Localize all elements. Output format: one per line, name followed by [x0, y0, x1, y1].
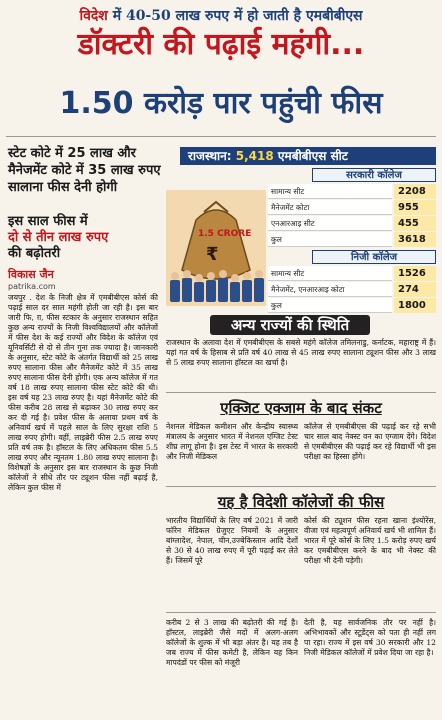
table-row: एनआरआइ सीट 455: [268, 216, 436, 232]
table-title: राजस्थान: 5,418 एमबीबीएस सीट: [180, 147, 436, 165]
section-title-exit-exam: एक्जिट एक्जाम के बाद संकट: [220, 399, 382, 417]
kicker-highlight: विदेश: [79, 8, 108, 24]
divider: [166, 486, 436, 487]
byline: विकास जैन: [8, 268, 54, 281]
divider: [6, 136, 436, 137]
source-site: patrika.com: [8, 282, 56, 291]
table-row: कुल 3618: [268, 232, 436, 248]
section-title-foreign-fees: यह है विदेशी कॉलेजों की फीस: [217, 493, 385, 511]
table-row: मैनेजमेंट कोटा 955: [268, 200, 436, 216]
kicker-text: में 40-50 लाख रुपए में हो जाती है एमबीबीएस: [107, 8, 363, 24]
money-bag-illustration: [166, 190, 266, 306]
left-article-body: जयपुर . देश के निजी क्षेत्र में एमबीबीएस कोर्स की पढ़ाई साल दर साल महंगी होती जा रही है। इस बार जारी फि, ग़, फीस स्टकार के अनुसार राजस्थान सहित कुछ अन्य राज्यों के निजी विश्वविद्यालयों और कॉलेजों में फीस देश के कई राज्यों और विदेश के कॉलेज एवं यूनिवर्सिटी से दो से तीन गुना तक ज्यादा है। जानकारी के अनुसार, स्टेट कोटे के अंतर्गत विद्यार्थी को 25 लाख रुपए सालाना फीस और मैनेजमेंट कोटे में 35 लाख रुपए सालाना फीस देनी होगी। एक अन्य कॉलेज में गत वर्ष 18 लाख रुपए सालाना फीस स्टेट कोटे की थी। इस वर्ष यह 23 लाख रुपए है। यहां मैनेजमेंट कोटे की फीस करीब 28 लाख से बढ़ाकर 30 लाख रुपए कर कर दी गई है। प्रवेश फीस के अलावा प्रथम वर्ष के अनिवार्य खर्च में पहले साल के लिए सुरक्षा राशि 5 लाख रुपए होगी। वहीं, लाइब्रेरी फीस 2.5 लाख रुपए प्रति वर्ष तक है। हॉस्टल के लिए अधिकतम फीस 5.5 लाख रुपए और न्यूनतम 1.80 लाख रुपए सालाना है। विशेषज्ञों के अनुसार इस बार राजस्थान के कुछ निजी कॉलेजों ने सीधे तौर पर ट्यूशन फीस नहीं बढ़ाई है, लेकिन कुल फीस में: [8, 293, 158, 492]
section-body-other-states: राजस्थान के अलावा देश में एमबीबीएस के सबसे महंगे कॉलेज तमिलनाडु, कर्नाटक, महाराष्ट्र में हैं। यहां गत वर्ष के हिसाब से प्रति वर्ष 40 लाख से 45 लाख रुपए सालाना ट्यूशन फीस और 3 लाख से 5 लाख रुपए सालाना हॉस्टल का खर्चा है।: [166, 338, 436, 367]
deck-sub-line3: की बढ़ोतरी: [8, 246, 61, 261]
headline-line1: डॉक्टरी की पढ़ाई महंगी...: [77, 27, 365, 62]
table-row: सामान्य सीट 2208: [268, 184, 436, 200]
section-title-other-states: अन्य राज्यों की स्थिति: [210, 315, 370, 335]
bottom-body-col1: करीब 2 से 3 लाख की बढ़ोतरी की गई है। हॉस्टल, लाइब्रेरी जैसे मदों में अलग-अलग कॉलेजों के शुल्क में भी बड़ा अंतर है। यह तब है जब राज्य में फीस कमेटी है, लेकिन यह किन मापदंडों पर फीस को मंजूरी: [166, 618, 298, 667]
divider: [166, 392, 436, 393]
deck-sub-line1: इस साल फीस में: [8, 214, 88, 229]
headline-line2: 1.50 करोड़ पार पहुंची फीस: [59, 86, 383, 121]
deck-sub-line2: दो से तीन लाख रुपए: [8, 230, 109, 245]
bottom-body-col2: देती है, यह सार्वजनिक तौर पर नहीं है। अभिभावकों और स्टूडेंट्स को पता ही नहीं लग पा रहा। राज्य में इस वर्ष 30 सरकारी और 12 निजी मेडिकल कॉलेजों में प्रवेश दिया जा रहा है।: [304, 618, 436, 657]
kicker: [0, 6, 442, 25]
table-gov-header: सरकारी कॉलेज: [312, 168, 436, 182]
deck-sub: [8, 214, 163, 262]
table-pvt-header: निजी कॉलेज: [312, 250, 436, 264]
section-body-exit-exam-col1: नेशनल मेडिकल कमीशन और केन्द्रीय स्वास्थ्य मंत्रालय के अनुसार भारत में नेशनल एग्जिट टेस्ट शीघ्र लागू होना है। इस टेस्ट में भारत के सरकारी और निजी मेडिकल: [166, 422, 298, 461]
divider: [166, 612, 436, 613]
table-row: सामान्य सीट 1526: [268, 266, 436, 282]
section-body-foreign-fees-col1: भारतीय विद्यार्थियों के लिए वर्ष 2021 में जारी फॉरेन मेडिकल ग्रेजुएट नियमों के अनुसार बांग्लादेश, नेपाल, चीन,उज्बेकिस्तान आदि देशों से 30 से 40 लाख रुपए में पूरी पढ़ाई कर लेते हैं। जिसमें पूरे: [166, 516, 298, 565]
table-row: कुल 1800: [268, 298, 436, 314]
section-body-exit-exam-col2: कॉलेज से एमबीबीएस की पढ़ाई कर रहे सभी चार साल बाद नेक्स्ट वन का एग्जाम देंगे। विदेश से एमबीबीएस की पढ़ाई कर रहे विद्यार्थी भी इस परीक्षा का हिस्सा होंगे।: [304, 422, 436, 461]
deck: स्टेट कोटे में 25 लाख और मैनेजमेंट कोटे में 35 लाख रुपए सालाना फीस देनी होगी: [8, 146, 161, 195]
table-row: मैनेजमेंट, एनआरआइ कोटा 274: [268, 282, 436, 298]
rupee-symbol-icon: ₹: [206, 244, 219, 265]
money-bag-label: 1.5 CRORE: [198, 229, 252, 239]
section-body-foreign-fees-col2: कोर्स की ट्यूशन फीस रहना खाना इंश्योरेंस, वीजा एवं महत्वपूर्ण अनिवार्य खर्च भी शामिल हैं। भारत में पूरे कोर्स के लिए 1.5 करोड़ रुपए खर्च कर एमबीबीएस करने के बाद भी नेक्स्ट की परीक्षा भी देनी पड़ेगी।: [304, 516, 436, 565]
